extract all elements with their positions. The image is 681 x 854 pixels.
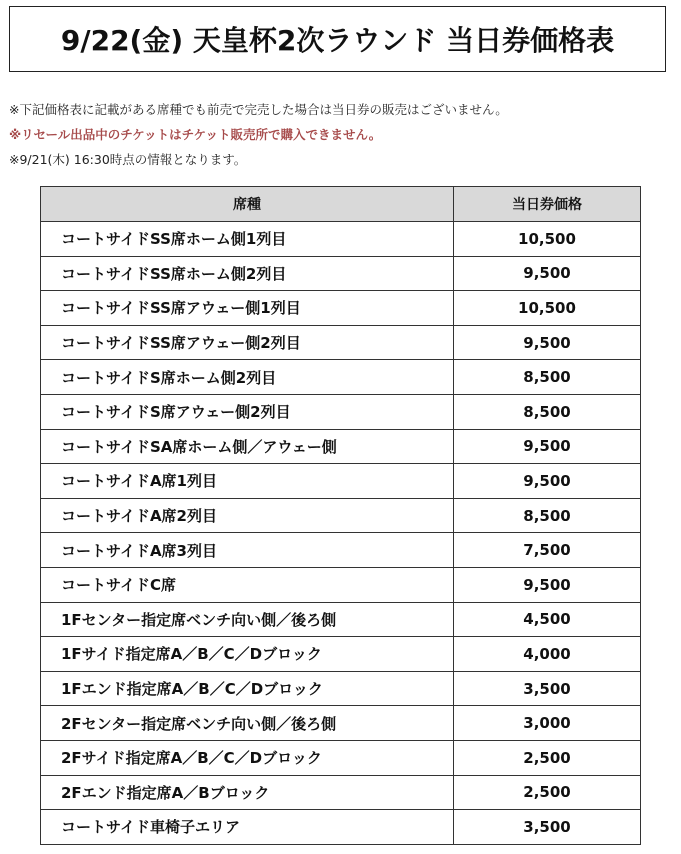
table-row xyxy=(41,533,641,568)
table-row xyxy=(41,291,641,326)
table-row xyxy=(41,325,641,360)
seat-cell: コートサイドSS席アウェー側1列目 xyxy=(41,291,454,326)
table-row xyxy=(41,775,641,810)
price-cell: 8,500 xyxy=(454,394,641,429)
price-cell: 9,500 xyxy=(454,325,641,360)
price-cell: 8,500 xyxy=(454,498,641,533)
table-row xyxy=(41,464,641,499)
seat-cell: コートサイド車椅子エリア xyxy=(41,810,454,845)
seat-cell: 1Fセンター指定席ベンチ向い側／後ろ側 xyxy=(41,602,454,637)
price-cell: 3,000 xyxy=(454,706,641,741)
table-row xyxy=(41,360,641,395)
price-cell: 9,500 xyxy=(454,567,641,602)
table-row xyxy=(41,602,641,637)
seat-cell: 2Fサイド指定席A／B／C／Dブロック xyxy=(41,740,454,775)
table-row xyxy=(41,671,641,706)
price-cell: 2,500 xyxy=(454,775,641,810)
price-table xyxy=(40,186,641,845)
table-row xyxy=(41,740,641,775)
seat-cell: 1Fサイド指定席A／B／C／Dブロック xyxy=(41,637,454,672)
table-row xyxy=(41,256,641,291)
note-resale-warning: ※リセール出品中のチケットはチケット販売所で購入できません。 xyxy=(9,127,382,142)
price-cell: 2,500 xyxy=(454,740,641,775)
header-seat-type: 席種 xyxy=(41,187,454,222)
seat-cell: コートサイドC席 xyxy=(41,567,454,602)
seat-cell: コートサイドS席ホーム側2列目 xyxy=(41,360,454,395)
price-cell: 10,500 xyxy=(454,291,641,326)
seat-cell: コートサイドA席2列目 xyxy=(41,498,454,533)
page-title-box xyxy=(9,6,666,72)
seat-cell: コートサイドS席アウェー側2列目 xyxy=(41,394,454,429)
seat-cell: コートサイドA席3列目 xyxy=(41,533,454,568)
table-row xyxy=(41,429,641,464)
price-cell: 3,500 xyxy=(454,810,641,845)
price-cell: 9,500 xyxy=(454,429,641,464)
seat-cell: 2Fセンター指定席ベンチ向い側／後ろ側 xyxy=(41,706,454,741)
page-title: 9/22(金) 天皇杯2次ラウンド 当日券価格表 xyxy=(60,24,615,57)
price-cell: 8,500 xyxy=(454,360,641,395)
price-cell: 4,000 xyxy=(454,637,641,672)
table-row xyxy=(41,222,641,257)
seat-cell: 1Fエンド指定席A／B／C／Dブロック xyxy=(41,671,454,706)
notes-section xyxy=(9,97,669,172)
price-cell: 7,500 xyxy=(454,533,641,568)
table-row xyxy=(41,810,641,845)
seat-cell: コートサイドSS席ホーム側1列目 xyxy=(41,222,454,257)
table-row xyxy=(41,394,641,429)
note-sold-out: ※下記価格表に記載がある席種でも前売で完売した場合は当日券の販売はございません。 xyxy=(9,102,508,117)
table-row xyxy=(41,498,641,533)
seat-cell: 2Fエンド指定席A／Bブロック xyxy=(41,775,454,810)
header-price: 当日券価格 xyxy=(454,187,641,222)
seat-cell: コートサイドSS席アウェー側2列目 xyxy=(41,325,454,360)
seat-cell: コートサイドSA席ホーム側／アウェー側 xyxy=(41,429,454,464)
table-row xyxy=(41,637,641,672)
table-header-row xyxy=(41,187,641,222)
price-cell: 10,500 xyxy=(454,222,641,257)
seat-cell: コートサイドSS席ホーム側2列目 xyxy=(41,256,454,291)
note-info-timestamp: ※9/21(木) 16:30時点の情報となります。 xyxy=(9,152,247,167)
table-row xyxy=(41,706,641,741)
price-cell: 9,500 xyxy=(454,256,641,291)
price-cell: 9,500 xyxy=(454,464,641,499)
price-cell: 3,500 xyxy=(454,671,641,706)
table-row xyxy=(41,567,641,602)
price-cell: 4,500 xyxy=(454,602,641,637)
seat-cell: コートサイドA席1列目 xyxy=(41,464,454,499)
